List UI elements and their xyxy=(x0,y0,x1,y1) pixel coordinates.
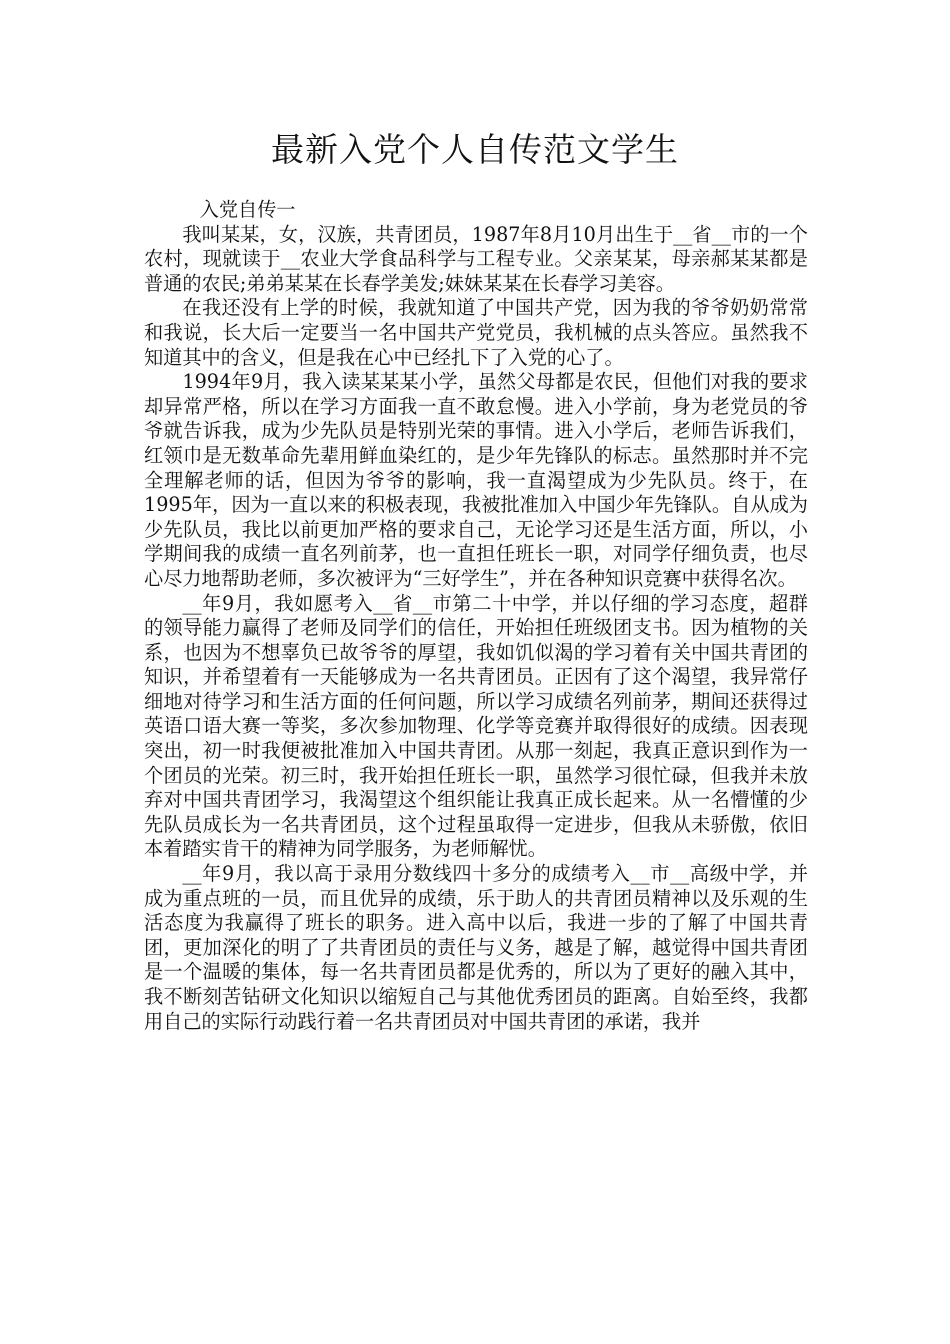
document-body xyxy=(144,198,808,1034)
paragraph: 我叫某某，女，汉族，共青团员，1987年8月10月出生于__省__市的一个农村，现就读于__农业大学食品科学与工程专业。父亲某某，母亲郝某某都是普通的农民;弟弟某某在长春学美发;妹妹某某在长春学习美容。 xyxy=(144,222,808,295)
paragraph: __年9月，我如愿考入__省__市第二十中学，并以仔细的学习态度，超群的领导能力赢得了老师及同学们的信任，开始担任班级团支书。因为植物的关系，也因为不想辜负已故爷爷的厚望，我如饥似渴的学习着有关中国共青团的知识，并希望着有一天能够成为一名共青团员。正因有了这个渴望，我异常仔细地对待学习和生活方面的任何问题，所以学习成绩名列前茅，期间还获得过英语口语大赛一等奖，多次参加物理、化学等竞赛并取得很好的成绩。因表现突出，初一时我便被批准加入中国共青团。从那一刻起，我真正意识到作为一个团员的光荣。初三时，我开始担任班长一职，虽然学习很忙碌，但我并未放弃对中国共青团学习，我渴望这个组织能让我真正成长起来。从一名懵懂的少先队员成长为一名共青团员，这个过程虽取得一定进步，但我从未骄傲，依旧本着踏实肯干的精神为同学服务，为老师解忧。 xyxy=(144,591,808,861)
document-title: 最新入党个人自传范文学生 xyxy=(271,130,679,169)
paragraph: __年9月，我以高于录用分数线四十多分的成绩考入__市__高级中学，并成为重点班的一员，而且优异的成绩，乐于助人的共青团员精神以及乐观的生活态度为我赢得了班长的职务。进入高中以后，我进一步的了解了中国共青团，更加深化的明了了共青团员的责任与义务，越是了解，越觉得中国共青团是一个温暖的集体，每一名共青团员都是优秀的，所以为了更好的融入其中，我不断刻苦钻研文化知识以缩短自己与其他优秀团员的距离。自始至终，我都用自己的实际行动践行着一名共青团员对中国共青团的承诺，我并 xyxy=(144,862,808,1033)
section-heading: 入党自传一 xyxy=(199,198,296,221)
paragraph: 在我还没有上学的时候，我就知道了中国共产党，因为我的爷爷奶奶常常和我说，长大后一定要当一名中国共产党党员，我机械的点头答应。虽然我不知道其中的含义，但是我在心中已经扎下了入党的心了。 xyxy=(144,296,808,369)
paragraph: 1994年9月，我入读某某某小学，虽然父母都是农民，但他们对我的要求却异常严格，所以在学习方面我一直不敢怠慢。进入小学前，身为老党员的爷爷就告诉我，成为少先队员是特别光荣的事情。进入小学后，老师告诉我们，红领巾是无数革命先辈用鲜血染红的，是少年先锋队的标志。虽然那时并不完全理解老师的话，但因为爷爷的影响，我一直渴望成为少先队员。终于，在1995年，因为一直以来的积极表现，我被批准加入中国少年先锋队。自从成为少先队员，我比以前更加严格的要求自己，无论学习还是生活方面，所以，小学期间我的成绩一直名列前茅，也一直担任班长一职，对同学仔细负责，也尽心尽力地帮助老师，多次被评为“三好学生”，并在各种知识竞赛中获得名次。 xyxy=(144,370,808,590)
